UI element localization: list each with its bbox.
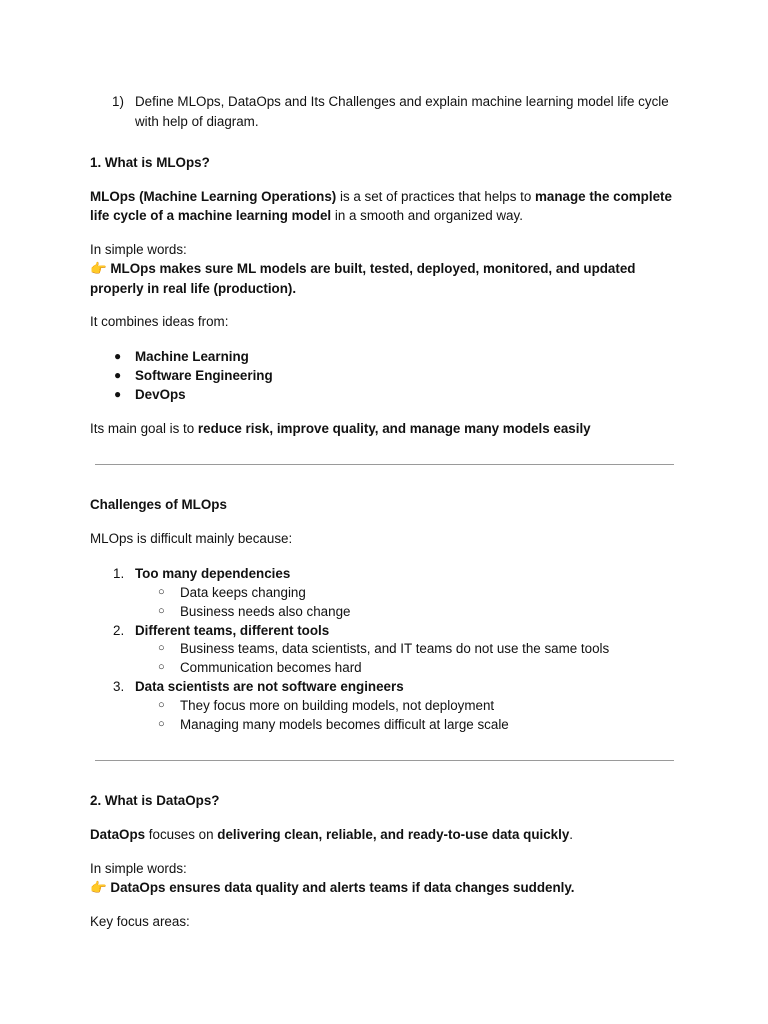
dataops-key-label: Key focus areas:	[90, 914, 190, 929]
question-number: 1)	[112, 94, 124, 109]
mlops-combines-label: It combines ideas from:	[90, 314, 229, 329]
dataops-heading: 2. What is DataOps?	[90, 793, 220, 808]
mlops-goal: Its main goal is to reduce risk, improve quality, and manage many models easily	[90, 421, 591, 436]
mlops-simple-text: 👉 MLOps makes sure ML models are built, tested, deployed, monitored, and updated properly in real life (production).	[90, 261, 636, 296]
mlops-def-term: MLOps (Machine Learning Operations)	[90, 189, 337, 204]
pointing-hand-icon: 👉	[90, 262, 107, 277]
dataops-definition: DataOps focuses on delivering clean, reliable, and ready-to-use data quickly.	[90, 827, 574, 842]
pointing-hand-icon: 👉	[90, 881, 107, 896]
circle-bullet-icon: ○	[158, 605, 165, 617]
divider	[95, 464, 674, 465]
mlops-simple-label: In simple words:	[90, 242, 187, 257]
circle-bullet-icon: ○	[158, 661, 165, 673]
mlops-definition: MLOps (Machine Learning Operations) is a set of practices that helps to manage the complete life cycle of a machine learning model in a smooth and organized way.	[90, 189, 672, 223]
dataops-simple-text: 👉 DataOps ensures data quality and alerts teams if data changes suddenly.	[90, 880, 575, 896]
divider	[95, 760, 674, 761]
bullet-icon: ●	[114, 387, 122, 401]
circle-bullet-icon: ○	[158, 699, 165, 711]
challenges-heading: Challenges of MLOps	[90, 497, 227, 512]
question-text: Define MLOps, DataOps and Its Challenges and explain machine learning model life cycle with help of diagram.	[135, 94, 669, 129]
circle-bullet-icon: ○	[158, 642, 165, 654]
circle-bullet-icon: ○	[158, 718, 165, 730]
dataops-simple-label: In simple words:	[90, 861, 187, 876]
document-page: 1) Define MLOps, DataOps and Its Challenges and explain machine learning model life cycle with help of diagram. 1. What is MLOps? MLOps (Machine Learning Operations) is a set of practices that helps to manage the complete life cycle of a machine learning model in a smooth and organized way. In simple words: 👉 MLOps makes sure ML models are built, tested, deployed, monitored, and updated properly in real life (production). It combines ideas from: ● Machine Learning ● Software Engineering ● DevOps Its main goal is to reduce risk, improve quality, and manage many models easily Challenges of MLOps MLOps is difficult mainly because: 1. Too many dependencies ○ Data keeps changing ○ Business needs also change 2. Different teams, different tools ○ Business teams, data scientists, and IT teams do not use the same tools ○ Communication becomes hard 3. Data scientists are not software engineers ○ They focus more on building models, not deployment ○ Managing many models becomes difficult at large scale 2. What is DataOps? DataOps focuses on delivering clean, reliable, and ready-to-use data quickly. In simple words: 👉 DataOps ensures data quality and alerts teams if data changes suddenly. Key focus areas:	[0, 0, 768, 1024]
bullet-icon: ●	[114, 368, 122, 382]
bullet-icon: ●	[114, 349, 122, 363]
mlops-heading: 1. What is MLOps?	[90, 155, 210, 170]
circle-bullet-icon: ○	[158, 586, 165, 598]
challenges-intro: MLOps is difficult mainly because:	[90, 531, 293, 546]
